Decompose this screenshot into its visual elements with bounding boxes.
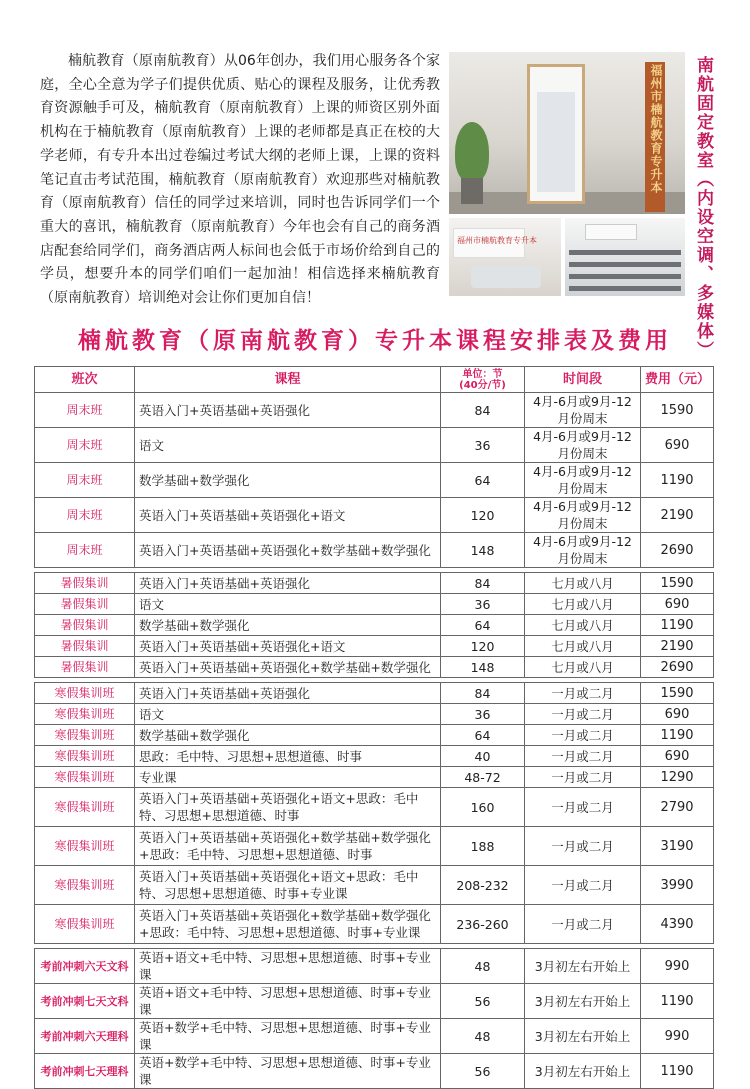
course-cell: 英语+数学+毛中特、习思想+思想道德、时事+专业课 — [135, 1054, 441, 1089]
period-cell: 一月或二月 — [525, 704, 641, 725]
hours-cell: 40 — [441, 746, 525, 767]
period-cell: 4月-6月或9月-12月份周末 — [525, 498, 641, 533]
fee-cell: 1190 — [641, 984, 714, 1019]
header-fee: 费用（元） — [641, 367, 714, 393]
course-cell: 英语入门+英语基础+英语强化+语文+思政：毛中特、习思想+思想道德、时事+专业课 — [135, 866, 441, 905]
hours-cell: 48-72 — [441, 767, 525, 788]
fee-cell: 1590 — [641, 683, 714, 704]
fee-cell: 1590 — [641, 393, 714, 428]
period-cell: 一月或二月 — [525, 746, 641, 767]
fee-cell: 990 — [641, 949, 714, 984]
fee-cell: 3990 — [641, 866, 714, 905]
page-title: 楠航教育（原南航教育）专升本课程安排表及费用 — [78, 328, 672, 354]
class-cell: 寒假集训班 — [35, 866, 135, 905]
table-row — [35, 573, 714, 594]
header-period: 时间段 — [525, 367, 641, 393]
fee-cell: 690 — [641, 746, 714, 767]
course-cell: 数学基础+数学强化 — [135, 725, 441, 746]
class-cell: 周末班 — [35, 498, 135, 533]
hours-cell: 84 — [441, 393, 525, 428]
hours-cell: 120 — [441, 636, 525, 657]
header-hours: 单位：节 (40分/节) — [441, 367, 525, 393]
intro-paragraph: 楠航教育（原南航教育）从06年创办，我们用心服务各个家庭，全心全意为学子们提供优质、贴心的课程及服务，让优秀教育资源触手可及，楠航教育（原南航教育）上课的师资区别外面机构在于楠航教育（原南航教育）上课的老师都是真正在校的大学老师，有专升本出过卷编过考试大纲的老师上课，上课的资料笔记直击考试范围，楠航教育（原南航教育）欢迎那些对楠航教育（原南航教育）信任的同学过来培训，同时也告诉同学们一个重大的喜讯，楠航教育（原南航教育）今年也会有自己的商务酒店配套给同学们，商务酒店两人标间也会低于市场价给到自己的学员，想要升本的同学们咱们一起加油！相信选择来楠航教育（原南航教育）培训绝对会让你们更加自信！ — [40, 53, 440, 307]
hours-cell: 56 — [441, 1054, 525, 1089]
hours-cell: 236-260 — [441, 905, 525, 944]
table-row — [35, 984, 714, 1019]
fee-cell: 1190 — [641, 725, 714, 746]
course-cell: 语文 — [135, 594, 441, 615]
table-row — [35, 636, 714, 657]
fee-cell: 1190 — [641, 615, 714, 636]
course-cell: 英语入门+英语基础+英语强化 — [135, 573, 441, 594]
course-cell: 英语入门+英语基础+英语强化+语文 — [135, 498, 441, 533]
course-cell: 思政：毛中特、习思想+思想道德、时事 — [135, 746, 441, 767]
table-row — [35, 657, 714, 678]
period-cell: 七月或八月 — [525, 636, 641, 657]
period-cell: 七月或八月 — [525, 615, 641, 636]
course-table — [34, 366, 714, 1089]
hours-cell: 48 — [441, 1019, 525, 1054]
course-cell: 英语+语文+毛中特、习思想+思想道德、时事+专业课 — [135, 949, 441, 984]
table-row — [35, 498, 714, 533]
period-cell: 一月或二月 — [525, 788, 641, 827]
fee-cell: 690 — [641, 428, 714, 463]
fee-cell: 2690 — [641, 533, 714, 568]
period-cell: 4月-6月或9月-12月份周末 — [525, 393, 641, 428]
period-cell: 3月初左右开始上 — [525, 984, 641, 1019]
hours-cell: 188 — [441, 827, 525, 866]
table-row — [35, 725, 714, 746]
table-row — [35, 767, 714, 788]
class-cell: 周末班 — [35, 463, 135, 498]
class-cell: 寒假集训班 — [35, 905, 135, 944]
class-cell: 考前冲刺七天理科 — [35, 1054, 135, 1089]
fee-cell: 690 — [641, 704, 714, 725]
header-class: 班次 — [35, 367, 135, 393]
course-cell: 英语+数学+毛中特、习思想+思想道德、时事+专业课 — [135, 1019, 441, 1054]
table-row — [35, 594, 714, 615]
course-cell: 专业课 — [135, 767, 441, 788]
class-cell: 寒假集训班 — [35, 746, 135, 767]
course-cell: 英语入门+英语基础+英语强化+数学基础+数学强化 — [135, 657, 441, 678]
fee-cell: 1190 — [641, 463, 714, 498]
period-cell: 一月或二月 — [525, 767, 641, 788]
course-cell: 英语入门+英语基础+英语强化 — [135, 393, 441, 428]
course-cell: 语文 — [135, 704, 441, 725]
class-cell: 周末班 — [35, 533, 135, 568]
hours-cell: 84 — [441, 573, 525, 594]
table-row — [35, 788, 714, 827]
school-sign: 福州市楠航教育专升本 — [649, 64, 663, 194]
table-row — [35, 866, 714, 905]
class-cell: 寒假集训班 — [35, 704, 135, 725]
course-cell: 英语入门+英语基础+英语强化+数学基础+数学强化+思政：毛中特、习思想+思想道德、时事+专业课 — [135, 905, 441, 944]
fee-cell: 2190 — [641, 498, 714, 533]
hours-cell: 36 — [441, 594, 525, 615]
course-cell: 数学基础+数学强化 — [135, 463, 441, 498]
course-cell: 英语入门+英语基础+英语强化+语文+思政：毛中特、习思想+思想道德、时事 — [135, 788, 441, 827]
period-cell: 一月或二月 — [525, 683, 641, 704]
hours-cell: 160 — [441, 788, 525, 827]
table-row — [35, 683, 714, 704]
course-cell: 英语入门+英语基础+英语强化+数学基础+数学强化+思政：毛中特、习思想+思想道德、时事 — [135, 827, 441, 866]
table-row — [35, 746, 714, 767]
period-cell: 七月或八月 — [525, 594, 641, 615]
class-cell: 周末班 — [35, 393, 135, 428]
period-cell: 七月或八月 — [525, 657, 641, 678]
fee-cell: 3190 — [641, 827, 714, 866]
hours-cell: 84 — [441, 683, 525, 704]
course-cell: 英语+语文+毛中特、习思想+思想道德、时事+专业课 — [135, 984, 441, 1019]
wall-logo: 福州市楠航教育专升本 — [457, 236, 537, 245]
hours-cell: 48 — [441, 949, 525, 984]
table-row — [35, 905, 714, 944]
fee-cell: 4390 — [641, 905, 714, 944]
table-row — [35, 949, 714, 984]
hours-cell: 64 — [441, 725, 525, 746]
table-row — [35, 533, 714, 568]
classroom-entrance-photo — [449, 52, 685, 214]
fee-cell: 2190 — [641, 636, 714, 657]
course-cell: 数学基础+数学强化 — [135, 615, 441, 636]
course-cell: 语文 — [135, 428, 441, 463]
table-row — [35, 615, 714, 636]
header-course: 课程 — [135, 367, 441, 393]
class-cell: 暑假集训 — [35, 573, 135, 594]
lobby-photo — [449, 218, 561, 296]
fee-cell: 990 — [641, 1019, 714, 1054]
fee-cell: 690 — [641, 594, 714, 615]
period-cell: 4月-6月或9月-12月份周末 — [525, 428, 641, 463]
class-cell: 暑假集训 — [35, 657, 135, 678]
table-row — [35, 393, 714, 428]
period-cell: 3月初左右开始上 — [525, 1019, 641, 1054]
period-cell: 一月或二月 — [525, 905, 641, 944]
class-cell: 考前冲刺六天理科 — [35, 1019, 135, 1054]
class-cell: 寒假集训班 — [35, 827, 135, 866]
fee-cell: 1290 — [641, 767, 714, 788]
hours-cell: 56 — [441, 984, 525, 1019]
hours-cell: 64 — [441, 615, 525, 636]
table-row — [35, 1054, 714, 1089]
class-cell: 暑假集训 — [35, 594, 135, 615]
table-row — [35, 827, 714, 866]
hours-cell: 36 — [441, 704, 525, 725]
table-header-row — [35, 367, 714, 393]
table-row — [35, 428, 714, 463]
table-row — [35, 1019, 714, 1054]
class-cell: 周末班 — [35, 428, 135, 463]
classroom-photo — [565, 218, 685, 296]
period-cell: 4月-6月或9月-12月份周末 — [525, 463, 641, 498]
course-cell: 英语入门+英语基础+英语强化+语文 — [135, 636, 441, 657]
hours-cell: 64 — [441, 463, 525, 498]
class-cell: 暑假集训 — [35, 636, 135, 657]
course-cell: 英语入门+英语基础+英语强化+数学基础+数学强化 — [135, 533, 441, 568]
table-body — [35, 393, 714, 1089]
class-cell: 寒假集训班 — [35, 788, 135, 827]
period-cell: 3月初左右开始上 — [525, 1054, 641, 1089]
fee-cell: 1590 — [641, 573, 714, 594]
fee-cell: 1190 — [641, 1054, 714, 1089]
class-cell: 寒假集训班 — [35, 683, 135, 704]
fee-cell: 2690 — [641, 657, 714, 678]
period-cell: 一月或二月 — [525, 725, 641, 746]
hours-cell: 120 — [441, 498, 525, 533]
period-cell: 一月或二月 — [525, 866, 641, 905]
period-cell: 一月或二月 — [525, 827, 641, 866]
class-cell: 考前冲刺七天文科 — [35, 984, 135, 1019]
fee-cell: 2790 — [641, 788, 714, 827]
hours-cell: 36 — [441, 428, 525, 463]
period-cell: 4月-6月或9月-12月份周末 — [525, 533, 641, 568]
class-cell: 暑假集训 — [35, 615, 135, 636]
classroom-photos — [449, 52, 685, 296]
table-row — [35, 704, 714, 725]
class-cell: 寒假集训班 — [35, 767, 135, 788]
hours-cell: 148 — [441, 533, 525, 568]
table-row — [35, 463, 714, 498]
hours-cell: 208-232 — [441, 866, 525, 905]
classroom-caption: 南航固定教室（内设空调、多媒体） — [693, 56, 713, 360]
class-cell: 寒假集训班 — [35, 725, 135, 746]
hours-cell: 148 — [441, 657, 525, 678]
class-cell: 考前冲刺六天文科 — [35, 949, 135, 984]
course-cell: 英语入门+英语基础+英语强化 — [135, 683, 441, 704]
period-cell: 七月或八月 — [525, 573, 641, 594]
period-cell: 3月初左右开始上 — [525, 949, 641, 984]
